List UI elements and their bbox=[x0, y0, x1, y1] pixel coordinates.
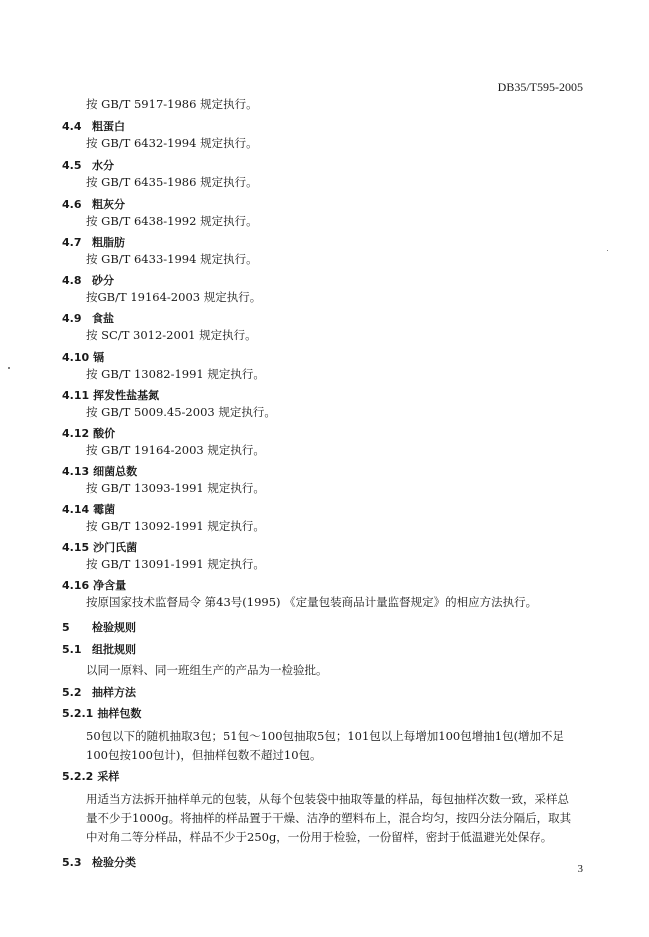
section-title: 检验规则 bbox=[92, 621, 136, 634]
section-title: 细菌总数 bbox=[93, 465, 138, 478]
section-heading bbox=[62, 198, 125, 212]
scan-speck bbox=[607, 250, 608, 251]
body-text: 按 GB/T 6438-1992 规定执行。 bbox=[86, 214, 258, 228]
body-paragraph: 50包以下的随机抽取3包；51包～100包抽取5包；101包以上每增加100包增抽1包(增加不足100包按100包计)，但抽样包数不超过10包。 bbox=[86, 729, 565, 762]
section-number: 5.1 bbox=[62, 643, 82, 656]
section-number: 4.8 bbox=[62, 274, 82, 287]
scan-speck bbox=[8, 367, 10, 369]
section-heading bbox=[62, 770, 119, 784]
section-heading bbox=[62, 465, 137, 479]
section-title: 粗脂肪 bbox=[92, 236, 125, 249]
section-number: 4.10 bbox=[62, 351, 90, 364]
section-number: 5.2.1 bbox=[62, 707, 94, 720]
body-text: 以同一原料、同一班组生产的产品为一检验批。 bbox=[86, 663, 328, 677]
section-title: 采样 bbox=[97, 770, 120, 783]
section-number: 5 bbox=[62, 621, 70, 634]
section-heading bbox=[62, 159, 114, 173]
body-text: 按 GB/T 5009.45-2003 规定执行。 bbox=[86, 405, 276, 419]
section-title: 霉菌 bbox=[93, 503, 116, 516]
body-text: 按 GB/T 13092-1991 规定执行。 bbox=[86, 519, 265, 533]
body-text: 按GB/T 19164-2003 规定执行。 bbox=[86, 290, 262, 304]
body-text: 按 GB/T 13091-1991 规定执行。 bbox=[86, 557, 265, 571]
page-number: 3 bbox=[577, 863, 583, 875]
section-heading bbox=[62, 643, 136, 657]
section-heading bbox=[62, 312, 114, 326]
section-number: 4.11 bbox=[62, 389, 90, 402]
section-number: 4.9 bbox=[62, 312, 82, 325]
section-title: 抽样包数 bbox=[97, 707, 142, 720]
section-title: 粗蛋白 bbox=[92, 120, 125, 133]
body-text: 按 GB/T 6432-1994 规定执行。 bbox=[86, 136, 258, 150]
section-heading bbox=[62, 503, 115, 517]
section-number: 4.6 bbox=[62, 198, 82, 211]
section-number: 4.16 bbox=[62, 579, 90, 592]
section-heading bbox=[62, 541, 137, 555]
section-heading bbox=[62, 579, 126, 593]
section-heading bbox=[62, 707, 141, 721]
document-code: DB35/T595-2005 bbox=[497, 80, 583, 94]
body-text: 按 GB/T 13093-1991 规定执行。 bbox=[86, 481, 265, 495]
section-number: 4.12 bbox=[62, 427, 90, 440]
section-number: 5.2 bbox=[62, 686, 82, 699]
section-title: 粗灰分 bbox=[92, 198, 125, 211]
section-heading bbox=[62, 236, 125, 250]
section-number: 4.5 bbox=[62, 159, 82, 172]
section-title: 食盐 bbox=[92, 312, 114, 325]
section-title: 砂分 bbox=[92, 274, 114, 287]
section-title: 检验分类 bbox=[92, 856, 136, 869]
section-title: 净含量 bbox=[93, 579, 127, 592]
section-heading bbox=[62, 856, 136, 870]
section-heading bbox=[62, 686, 136, 700]
section-title: 沙门氏菌 bbox=[93, 541, 138, 554]
section-number: 4.14 bbox=[62, 503, 90, 516]
section-heading bbox=[62, 351, 104, 365]
section-number: 5.3 bbox=[62, 856, 82, 869]
section-heading bbox=[62, 120, 125, 134]
section-number: 4.13 bbox=[62, 465, 90, 478]
body-text: 按 GB/T 6435-1986 规定执行。 bbox=[86, 175, 258, 189]
body-text: 按原国家技术监督局令 第43号(1995) 《定量包装商品计量监督规定》的相应方法执行。 bbox=[86, 595, 538, 609]
body-text: 按 GB/T 5917-1986 规定执行。 bbox=[86, 97, 258, 111]
section-heading bbox=[62, 427, 115, 441]
section-heading bbox=[62, 274, 114, 288]
body-text: 按 GB/T 19164-2003 规定执行。 bbox=[86, 443, 265, 457]
section-heading bbox=[62, 621, 136, 635]
section-heading bbox=[62, 389, 159, 403]
section-title: 镉 bbox=[93, 351, 105, 364]
section-title: 挥发性盐基氮 bbox=[93, 389, 160, 402]
section-number: 4.15 bbox=[62, 541, 90, 554]
body-text: 按 GB/T 13082-1991 规定执行。 bbox=[86, 367, 265, 381]
section-title: 水分 bbox=[92, 159, 114, 172]
section-number: 4.4 bbox=[62, 120, 82, 133]
body-text: 按 GB/T 6433-1994 规定执行。 bbox=[86, 252, 258, 266]
section-number: 5.2.2 bbox=[62, 770, 94, 783]
section-title: 酸价 bbox=[93, 427, 116, 440]
section-title: 组批规则 bbox=[92, 643, 136, 656]
body-paragraph: 用适当方法拆开抽样单元的包装，从每个包装袋中抽取等量的样品，每包抽样次数一致，采样总量不少于1000g。将抽样的样品置于干燥、洁净的塑料布上，混合均匀，按四分法分隔后，取其中对角二等分样品，样品不少于250g，一份用于检验，一份留样，密封于低温避光处保存。 bbox=[86, 792, 572, 844]
body-text: 按 SC/T 3012-2001 规定执行。 bbox=[86, 328, 257, 342]
section-number: 4.7 bbox=[62, 236, 82, 249]
section-title: 抽样方法 bbox=[92, 686, 136, 699]
